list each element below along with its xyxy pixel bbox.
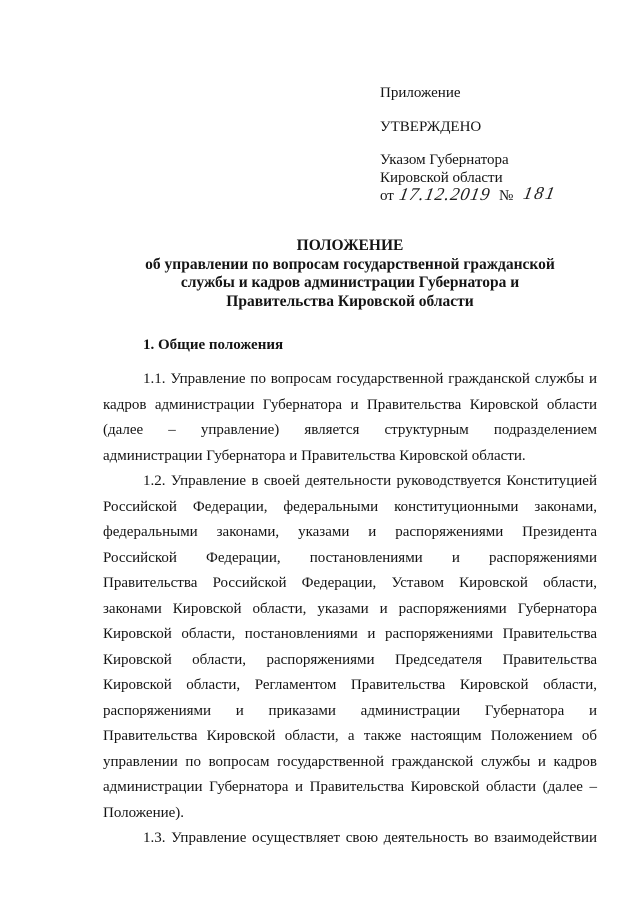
title-subtitle-line: службы и кадров администрации Губернатора и — [180, 274, 520, 292]
decree-line: Указом Губернатора — [380, 152, 509, 168]
appendix-label: Приложение — [380, 85, 461, 101]
approved-stamp-text: УТВЕРЖДЕНО — [380, 119, 482, 135]
text-line: 1.1. Управление по вопросам государственной гражданской службы и — [143, 371, 597, 387]
date-prefix: от — [380, 188, 394, 204]
text-line: Правительства Кировской области, а также настоящим Положением об — [103, 728, 597, 744]
text-line: Положение). — [103, 804, 185, 821]
document-title — [103, 237, 597, 312]
text-line: Российской Федерации, федеральными конституционными законами, — [103, 498, 597, 515]
text-line: администрации Губернатора и Правительства Кировской области. — [103, 447, 526, 464]
section-heading: 1. Общие положения — [143, 337, 284, 353]
text-line: законами Кировской области, указами и распоряжениями Губернатора — [103, 600, 597, 617]
handwritten-date: 17.12.2019 — [397, 184, 493, 204]
text-line: распоряжениями и приказами администрации Губернатора и — [103, 702, 597, 719]
text-line: кадров администрации Губернатора и Правительства Кировской области — [103, 396, 597, 413]
title-subtitle-line: об управлении по вопросам государственной гражданской — [145, 255, 555, 273]
paragraph-1-3 — [103, 826, 597, 852]
text-line: Российской Федерации, постановлениями и распоряжениями — [103, 549, 597, 566]
text-line: федеральными законами, указами и распоряжениями Президента — [103, 524, 597, 540]
number-sign: № — [499, 188, 514, 204]
text-line: 1.3. Управление осуществляет свою деятельность во взаимодействии — [143, 830, 597, 846]
handwritten-number: 181 — [521, 183, 559, 203]
text-line: управлении по вопросам государственной гражданской службы и кадров — [103, 753, 597, 770]
body-text — [103, 367, 597, 852]
title-subtitle-line: Правительства Кировской области — [226, 293, 474, 311]
text-line: Кировской области, Регламентом Правительства Кировской области, — [103, 677, 597, 693]
text-line: (далее – управление) является структурным подразделением — [103, 422, 597, 438]
text-line: Кировской области, распоряжениями Председателя Правительства — [103, 651, 597, 668]
decree-line: Кировской области — [380, 170, 503, 186]
paragraph-1-2 — [103, 469, 597, 826]
text-line: 1.2. Управление в своей деятельности руководствуется Конституцией — [143, 473, 597, 489]
text-line: Правительства Российской Федерации, Уставом Кировской области, — [103, 575, 597, 591]
text-line: Кировской области, постановлениями и распоряжениями Правительства — [103, 626, 597, 642]
paragraph-1-1 — [103, 367, 597, 469]
title-heading: ПОЛОЖЕНИЕ — [296, 237, 404, 254]
text-line: администрации Губернатора и Правительства Кировской области (далее – — [103, 779, 597, 795]
